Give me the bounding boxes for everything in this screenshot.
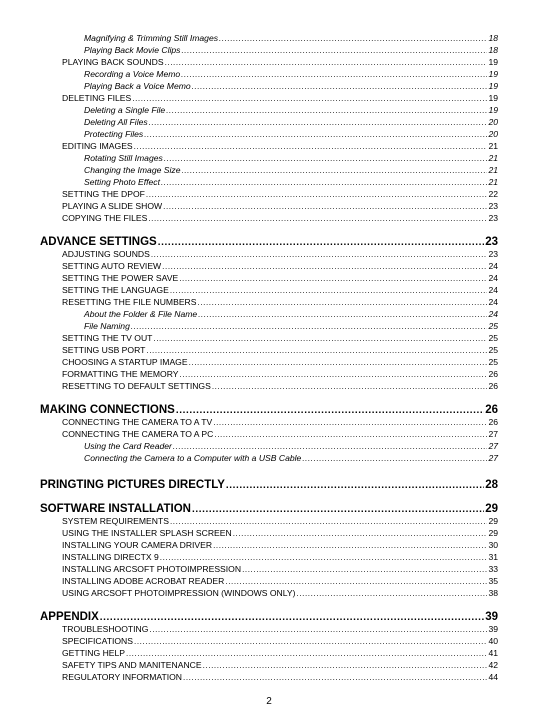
toc-entry[interactable] — [84, 308, 498, 320]
toc-entry-page: 42 — [488, 660, 498, 670]
toc-entry[interactable] — [62, 188, 498, 200]
page-number: 2 — [266, 696, 272, 707]
toc-entry-page: 18 — [488, 33, 498, 43]
dot-leader — [183, 674, 487, 682]
dot-leader — [151, 251, 488, 259]
toc-entry-page: 21 — [488, 141, 498, 151]
toc-entry-page: 41 — [488, 648, 498, 658]
toc-entry[interactable] — [62, 368, 498, 380]
toc-entry-title: REGULATORY INFORMATION — [62, 672, 183, 682]
toc-entry[interactable] — [62, 563, 498, 575]
toc-entry-page: 20 — [488, 129, 498, 139]
toc-entry[interactable] — [62, 659, 498, 671]
toc-entry-title: FORMATTING THE MEMORY — [62, 369, 179, 379]
toc-entry-title: GETTING HELP — [62, 648, 126, 658]
toc-entry[interactable] — [62, 56, 498, 68]
toc-entry-title: RESETTING TO DEFAULT SETTINGS — [62, 381, 211, 391]
toc-entry[interactable] — [62, 575, 498, 587]
toc-entry[interactable] — [62, 635, 498, 647]
toc-entry-page: 19 — [488, 69, 498, 79]
dot-leader — [170, 287, 488, 295]
toc-entry-page: 23 — [485, 236, 498, 248]
toc-entry[interactable] — [84, 452, 498, 464]
toc-entry-page: 26 — [488, 417, 498, 427]
toc-entry-page: 23 — [488, 249, 498, 259]
toc-entry-title: CHOOSING A STARTUP IMAGE — [62, 357, 188, 367]
dot-leader — [149, 626, 487, 634]
toc-entry[interactable] — [62, 515, 498, 527]
dot-leader — [164, 155, 488, 163]
toc-entry[interactable] — [62, 296, 498, 308]
toc-entry-page: 30 — [488, 540, 498, 550]
dot-leader — [170, 518, 487, 526]
dot-leader — [131, 323, 488, 331]
dot-leader — [296, 590, 487, 598]
toc-entry-title: File Naming — [84, 321, 130, 331]
dot-leader — [181, 71, 487, 79]
toc-entry-title: EDITING IMAGES — [62, 141, 133, 151]
dot-leader — [146, 347, 487, 355]
dot-leader — [134, 638, 487, 646]
dot-leader — [161, 179, 487, 187]
toc-entry-page: 29 — [488, 528, 498, 538]
toc-entry[interactable] — [62, 380, 498, 392]
toc-entry-title: Connecting the Camera to a Computer with a USB Cable — [84, 453, 302, 463]
toc-entry-title: CONNECTING THE CAMERA TO A PC — [62, 429, 214, 439]
toc-entry-page: 24 — [488, 297, 498, 307]
toc-entry[interactable] — [84, 116, 498, 128]
dot-leader — [181, 47, 487, 55]
toc-entry[interactable] — [62, 332, 498, 344]
toc-section-heading[interactable] — [40, 477, 498, 493]
dot-leader — [213, 419, 487, 427]
toc-entry[interactable] — [62, 356, 498, 368]
toc-entry-title: About the Folder & File Name — [84, 309, 198, 319]
dot-leader — [225, 578, 487, 586]
dot-leader — [163, 203, 487, 211]
dot-leader — [179, 275, 487, 283]
toc-entry[interactable] — [62, 284, 498, 296]
dot-leader — [165, 59, 488, 67]
toc-entry-title: SETTING THE LANGUAGE — [62, 285, 169, 295]
toc-entry-page: 21 — [488, 165, 498, 175]
toc-entry-page: 29 — [488, 516, 498, 526]
toc-entry-title: INSTALLING YOUR CAMERA DRIVER — [62, 540, 213, 550]
toc-entry-title: PRINGTING PICTURES DIRECTLY — [40, 479, 225, 491]
dot-leader — [213, 542, 487, 550]
dot-leader — [214, 431, 487, 439]
dot-leader — [148, 215, 487, 223]
toc-entry-page: 27 — [488, 441, 498, 451]
toc-entry-title: COPYING THE FILES — [62, 213, 148, 223]
dot-leader — [149, 119, 488, 127]
toc-entry[interactable] — [84, 128, 498, 140]
toc-entry[interactable] — [62, 539, 498, 551]
toc-entry-page: 24 — [488, 273, 498, 283]
dot-leader — [158, 238, 484, 248]
toc-entry-title: SOFTWARE INSTALLATION — [40, 503, 191, 515]
dot-leader — [173, 443, 488, 451]
toc-entry[interactable] — [62, 551, 498, 563]
toc-entry-page: 26 — [485, 404, 498, 416]
toc-entry-page: 19 — [488, 81, 498, 91]
toc-entry-title: Playing Back a Voice Memo — [84, 81, 191, 91]
toc-entry[interactable] — [62, 416, 498, 428]
toc-entry[interactable] — [62, 272, 498, 284]
toc-entry-page: 19 — [488, 93, 498, 103]
toc-entry[interactable] — [62, 647, 498, 659]
toc-entry-page: 21 — [488, 153, 498, 163]
toc-entry[interactable] — [62, 200, 498, 212]
toc-entry-title: SYSTEM REQUIREMENTS — [62, 516, 169, 526]
toc-entry-page: 20 — [488, 117, 498, 127]
dot-leader — [189, 359, 488, 367]
toc-entry-title: RESETTING THE FILE NUMBERS — [62, 297, 197, 307]
toc-entry-page: 18 — [488, 45, 498, 55]
dot-leader — [176, 406, 484, 416]
toc-entry-page: 39 — [488, 624, 498, 634]
toc-entry-title: DELETING FILES — [62, 93, 132, 103]
toc-entry[interactable] — [84, 320, 498, 332]
toc-entry[interactable] — [62, 140, 498, 152]
dot-leader — [180, 371, 488, 379]
toc-entry-page: 26 — [488, 381, 498, 391]
toc-entry-title: SETTING THE DPOF — [62, 189, 145, 199]
toc-entry-title: SETTING AUTO REVIEW — [62, 261, 162, 271]
toc-entry[interactable] — [84, 176, 498, 188]
toc-entry[interactable] — [84, 152, 498, 164]
toc-entry-title: PLAYING A SLIDE SHOW — [62, 201, 163, 211]
toc-entry-title: SETTING USB PORT — [62, 345, 146, 355]
toc-entry-page: 24 — [488, 309, 498, 319]
toc-entry-title: Magnifying & Trimming Still Images — [84, 33, 219, 43]
toc-entry-title: Using the Card Reader — [84, 441, 172, 451]
toc-entry-page: 24 — [488, 285, 498, 295]
dot-leader — [192, 505, 484, 515]
toc-entry[interactable] — [62, 527, 498, 539]
dot-leader — [153, 335, 487, 343]
toc-entry-page: 38 — [488, 588, 498, 598]
toc-entry-title: SPECIFICATIONS — [62, 636, 133, 646]
toc-entry-title: INSTALLING ADOBE ACROBAT READER — [62, 576, 225, 586]
toc-entry[interactable] — [84, 440, 498, 452]
toc-entry[interactable] — [62, 428, 498, 440]
toc-entry-title: TROUBLESHOOTING — [62, 624, 149, 634]
toc-entry[interactable] — [62, 92, 498, 104]
toc-entry-title: MAKING CONNECTIONS — [40, 404, 175, 416]
toc-entry-page: 27 — [488, 453, 498, 463]
toc-entry-page: 25 — [488, 333, 498, 343]
dot-leader — [126, 650, 487, 658]
dot-leader — [100, 613, 484, 623]
dot-leader — [198, 311, 487, 319]
toc-entry-title: SETTING THE POWER SAVE — [62, 273, 179, 283]
toc-entry[interactable] — [84, 44, 498, 56]
toc-entry-title: APPENDIX — [40, 611, 99, 623]
toc-entry-page: 22 — [488, 189, 498, 199]
toc-entry-title: CONNECTING THE CAMERA TO A TV — [62, 417, 213, 427]
toc-entry[interactable] — [62, 212, 498, 224]
toc-entry-page: 21 — [488, 177, 498, 187]
toc-entry-title: Playing Back Movie Clips — [84, 45, 181, 55]
toc-entry-page: 25 — [488, 345, 498, 355]
toc-entry-page: 23 — [488, 201, 498, 211]
toc-entry-page: 33 — [488, 564, 498, 574]
toc-entry-page: 26 — [488, 369, 498, 379]
dot-leader — [233, 530, 488, 538]
toc-entry-title: Changing the Image Size — [84, 165, 181, 175]
dot-leader — [132, 95, 487, 103]
toc-entry-title: Protecting Files — [84, 129, 144, 139]
toc-entry[interactable] — [62, 248, 498, 260]
toc-entry-page: 24 — [488, 261, 498, 271]
dot-leader — [219, 35, 487, 43]
toc-entry-page: 28 — [485, 479, 498, 491]
dot-leader — [160, 554, 488, 562]
toc-entry[interactable] — [62, 260, 498, 272]
toc-entry-title: INSTALLING ARCSOFT PHOTOIMPRESSION — [62, 564, 242, 574]
dot-leader — [162, 263, 487, 271]
dot-leader — [146, 191, 488, 199]
toc-entry-page: 25 — [488, 357, 498, 367]
dot-leader — [203, 662, 488, 670]
toc-entry-page: 19 — [488, 57, 498, 67]
toc-entry-page: 27 — [488, 429, 498, 439]
toc-entry-page: 29 — [485, 503, 498, 515]
toc-entry-title: Deleting a Single File — [84, 105, 166, 115]
dot-leader — [166, 107, 487, 115]
toc-entry[interactable] — [84, 164, 498, 176]
toc-entry[interactable] — [62, 587, 498, 599]
toc-entry-page: 23 — [488, 213, 498, 223]
toc-entry-title: ADVANCE SETTINGS — [40, 236, 157, 248]
toc-entry-title: ADJUSTING SOUNDS — [62, 249, 150, 259]
toc-entry-title: Recording a Voice Memo — [84, 69, 181, 79]
dot-leader — [182, 167, 488, 175]
dot-leader — [144, 131, 487, 139]
dot-leader — [242, 566, 487, 574]
toc-entry-page: 44 — [488, 672, 498, 682]
toc-entry[interactable] — [62, 344, 498, 356]
toc-entry-title: SETTING THE TV OUT — [62, 333, 153, 343]
toc-entry[interactable] — [62, 623, 498, 635]
dot-leader — [192, 83, 488, 91]
toc-entry-title: Setting Photo Effect — [84, 177, 160, 187]
toc-entry-title: Deleting All Files — [84, 117, 148, 127]
toc-entry[interactable] — [84, 32, 498, 44]
toc-entry-page: 40 — [488, 636, 498, 646]
toc-entry-page: 19 — [488, 105, 498, 115]
toc-entry-title: USING THE INSTALLER SPLASH SCREEN — [62, 528, 232, 538]
toc-entry-title: USING ARCSOFT PHOTOIMPRESSION (WINDOWS ONLY) — [62, 588, 296, 598]
toc-entry-page: 31 — [488, 552, 498, 562]
toc-entry-page: 35 — [488, 576, 498, 586]
dot-leader — [134, 143, 488, 151]
dot-leader — [226, 481, 484, 491]
toc-entry-title: Rotating Still Images — [84, 153, 163, 163]
dot-leader — [212, 383, 488, 391]
toc-entry[interactable] — [84, 80, 498, 92]
dot-leader — [198, 299, 488, 307]
toc-entry[interactable] — [62, 671, 498, 683]
toc-entry-title: INSTALLING DIRECTX 9 — [62, 552, 159, 562]
toc-entry-page: 39 — [485, 611, 498, 623]
toc-entry-title: PLAYING BACK SOUNDS — [62, 57, 164, 67]
dot-leader — [302, 455, 487, 463]
toc-entry[interactable] — [84, 68, 498, 80]
toc-entry-page: 25 — [488, 321, 498, 331]
toc-entry-title: SAFETY TIPS AND MANITENANCE — [62, 660, 202, 670]
toc-entry[interactable] — [84, 104, 498, 116]
